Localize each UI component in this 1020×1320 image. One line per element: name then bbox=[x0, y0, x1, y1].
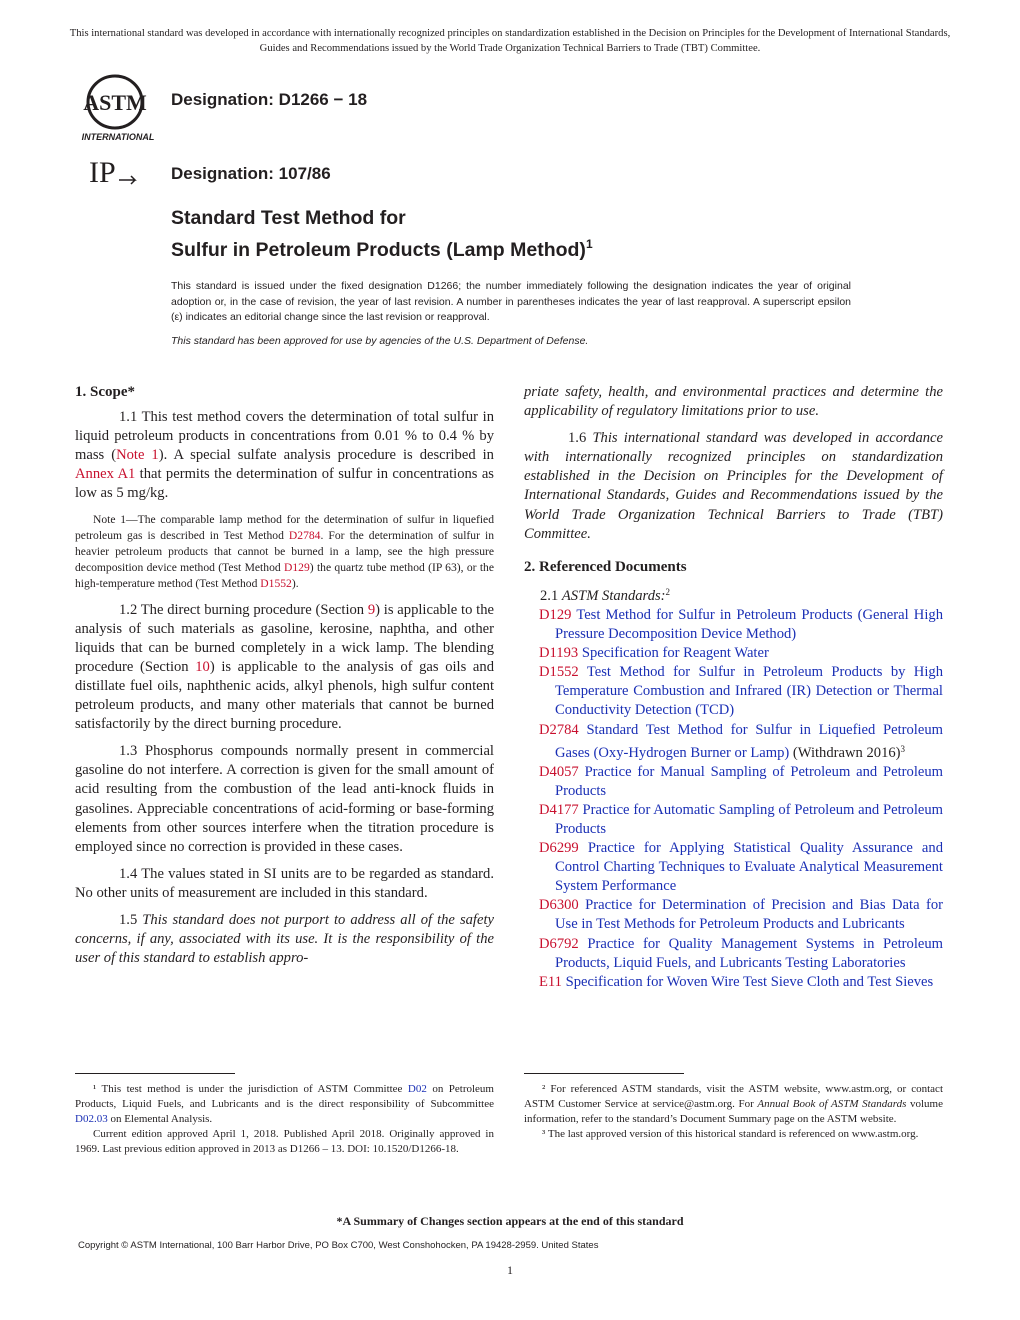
reference-title-link[interactable]: Test Method for Sulfur in Petroleum Products (General High Pressure Decomposition Device Method) bbox=[555, 606, 943, 643]
d2784-link[interactable]: D2784 bbox=[288, 528, 321, 542]
scope-1-5: 1.5 This standard does not purport to address all of the safety concerns, if any, associated with its use. It is the responsibility of the user of this standard to establish appro- bbox=[75, 911, 494, 967]
ip-logo bbox=[85, 152, 145, 190]
copyright: Copyright © ASTM International, 100 Barr Harbor Drive, PO Box C700, West Conshohocken, PA 19428-2959. United States bbox=[78, 1240, 599, 1251]
reference-title-link[interactable]: Practice for Automatic Sampling of Petroleum and Petroleum Products bbox=[555, 801, 943, 837]
reference-list bbox=[524, 606, 943, 992]
scope-1-4: 1.4 The values stated in SI units are to be regarded as standard. No other units of measurement are included in this standard. bbox=[75, 865, 494, 901]
left-column bbox=[75, 383, 494, 976]
title-footnote-mark: 1 bbox=[585, 237, 593, 251]
footnote-2-3: ² For referenced ASTM standards, visit the ASTM website, www.astm.org, or contact ASTM Customer Service at service@astm.org. For Annual Book of ASTM Standards volume information, refer to the standard’s Document Summary page on the ASTM website. ³ The last approved version of this historical standard is referenced on www.astm.org. bbox=[524, 1083, 943, 1140]
astm-logo bbox=[70, 72, 160, 144]
astm-standards-label: 2.1 ASTM Standards:$^2$ bbox=[540, 586, 671, 604]
scope-1-3: 1.3 Phosphorus compounds normally present in commercial gasoline do not interfere. A correction is given for the small amount of acid resulting from the combustion of the lead anti-knock fluids in gasolines. Appreciable concentrations of acid-forming or base-forming elements from other sources interfere when the titration procedure is employed since no correction is provided in these cases. bbox=[75, 743, 494, 855]
reference-code-link[interactable]: D2784 bbox=[539, 721, 579, 738]
astm-logo-text: ASTM bbox=[83, 90, 147, 115]
reference-item bbox=[524, 973, 943, 992]
reference-code-link[interactable]: D1552 bbox=[539, 664, 579, 681]
title-line1: Standard Test Method for bbox=[171, 207, 406, 229]
designation-astm: Designation: D1266 − 18 bbox=[171, 90, 368, 109]
reference-title-link[interactable]: Specification for Reagent Water bbox=[581, 645, 769, 662]
reference-code-link[interactable]: D6299 bbox=[539, 840, 579, 857]
title-line2: Sulfur in Petroleum Products (Lamp Method) bbox=[171, 239, 586, 261]
reference-item bbox=[524, 606, 943, 644]
reference-item bbox=[524, 896, 943, 934]
right-column bbox=[524, 383, 943, 992]
note-1-link[interactable]: Note 1 bbox=[116, 447, 159, 464]
scope-1-1: 1.1 This test method covers the determination of total sulfur in liquid petroleum products in concentrations from 0.01 % to 0.4 % by mass (Note 1). A special sulfate analysis procedure is described in Annex A1 that permits the determination of sulfur in concentrations as low as 5 mg/kg. bbox=[75, 409, 494, 502]
reference-code-link[interactable]: D6300 bbox=[539, 897, 579, 914]
footnote-rule-right bbox=[524, 1073, 684, 1074]
reference-code-link[interactable]: D6792 bbox=[539, 935, 579, 952]
scope-1-6: 1.6 This international standard was developed in accordance with internationally recognized principles on standardization established in the Decision on Principles for the Development of International Standards, Guides and Recommendations issued by the World Trade Organization Technical Barriers to Trade (TBT) Committee. bbox=[524, 430, 944, 542]
reference-title-link[interactable]: Test Method for Sulfur in Petroleum Products by High Temperature Combustion and Infrared (IR) Detection or Thermal Conductivity Detection (TCD) bbox=[555, 664, 943, 719]
page-number: 1 bbox=[507, 1263, 513, 1277]
scope-1-2: 1.2 The direct burning procedure (Section 9) is applicable to the analysis of such materials as gasoline, kerosine, naphtha, and other liquids that can be burned completely in a wick lamp. The blending procedure (Section 10) is applicable to the analysis of gas oils and distillate fuel oils, naphthenic acids, alkyl phenols, high sulfur content petroleum products, and many other materials that cannot be burned satisfactorily by the direct burning procedure. bbox=[75, 601, 494, 733]
reference-item bbox=[524, 935, 943, 973]
reference-footnote-mark: 3 bbox=[900, 743, 906, 754]
ip-logo-text: IP bbox=[89, 156, 116, 189]
reference-title-link[interactable]: Practice for Manual Sampling of Petroleum and Petroleum Products bbox=[555, 763, 943, 799]
footnote-rule-left bbox=[75, 1073, 235, 1074]
header-notice: This international standard was developed in accordance with internationally recognized principles on standardization established in the Decision on Principles for the Development of International Standards, Guides and Recommendations issued by the World Trade Organization Technical Barriers to Trade (TBT) Committee. bbox=[69, 28, 951, 54]
designation-ip: Designation: 107/86 bbox=[171, 164, 331, 183]
reference-code-link[interactable]: D4057 bbox=[539, 763, 579, 780]
reference-code-link[interactable]: E11 bbox=[539, 973, 562, 990]
reference-item bbox=[524, 801, 943, 839]
d02-link[interactable]: D02 bbox=[407, 1083, 427, 1095]
reference-item bbox=[524, 839, 943, 896]
reference-item bbox=[524, 763, 943, 801]
section-9-link[interactable]: 9 bbox=[367, 601, 376, 618]
scope-1-5-cont: priate safety, health, and environmental practices and determine the applicability of regulatory limitations prior to use. bbox=[524, 384, 943, 420]
reference-title-link[interactable]: Practice for Quality Management Systems in Petroleum Products, Liquid Fuels, and Lubricants Testing Laboratories bbox=[555, 935, 943, 971]
d1552-link[interactable]: D1552 bbox=[260, 576, 292, 590]
reference-title-link[interactable]: Standard Test Method for Sulfur in Liquefied Petroleum Gases (Oxy-Hydrogen Burner or Lamp) bbox=[555, 721, 943, 761]
note-1: Note 1—The comparable lamp method for the determination of sulfur in liquefied petroleum gas is described in Test Method D2784. For the determination of sulfur in heavier petroleum products that cannot be burned in a lamp, see the high pressure decomposition device method (Test Method D129) the quartz tube method (IP 63), or the high-temperature method (Test Method D1552). bbox=[75, 512, 494, 590]
intro-paragraph: This standard is issued under the fixed designation D1266; the number immediately following the designation indicates the year of original adoption or, in the case of revision, the year of last revision. A number in parentheses indicates the year of last reapproval. A superscript epsilon (ε) indicates an editorial change since the last revision or reapproval. bbox=[171, 280, 851, 323]
summary-of-changes-note: *A Summary of Changes section appears at the end of this standard bbox=[336, 1214, 684, 1228]
annex-a1-link[interactable]: Annex A1 bbox=[75, 466, 136, 483]
references-heading: 2. Referenced Documents bbox=[524, 558, 687, 575]
footnote-1: ¹ This test method is under the jurisdiction of ASTM Committee D02 on Petroleum Products, Liquid Fuels, and Lubricants and is the direct responsibility of Subcommittee D02.03 on Elemental Analysis. Current edition approved April 1, 2018. Published April 2018. Originally approved in 1969. Last previous edition approved in 2013 as D1266 – 13. DOI: 10.1520/D1266-18. bbox=[75, 1083, 494, 1155]
reference-item bbox=[524, 663, 943, 720]
dod-approval: This standard has been approved for use by agencies of the U.S. Department of Defense. bbox=[171, 335, 589, 347]
reference-item bbox=[524, 644, 943, 663]
reference-code-link[interactable]: D1193 bbox=[539, 645, 579, 662]
d129-link[interactable]: D129 bbox=[284, 560, 310, 574]
reference-code-link[interactable]: D129 bbox=[539, 606, 572, 623]
astm-logo-sub: INTERNATIONAL bbox=[81, 132, 155, 142]
section-10-link[interactable]: 10 bbox=[195, 658, 210, 675]
reference-title-link[interactable]: Practice for Applying Statistical Quality Assurance and Control Charting Techniques to Evaluate Analytical Measurement System Performance bbox=[555, 840, 943, 895]
scope-heading: 1. Scope* bbox=[75, 384, 135, 400]
reference-status: (Withdrawn 2016) bbox=[789, 744, 901, 761]
reference-title-link[interactable]: Specification for Woven Wire Test Sieve Cloth and Test Sieves bbox=[565, 973, 934, 990]
document-title bbox=[171, 205, 593, 263]
reference-item bbox=[524, 721, 943, 763]
reference-code-link[interactable]: D4177 bbox=[539, 801, 579, 818]
d0203-link[interactable]: D02.03 bbox=[75, 1113, 108, 1125]
reference-title-link[interactable]: Practice for Determination of Precision and Bias Data for Use in Test Methods for Petroleum Products and Lubricants bbox=[555, 897, 943, 933]
